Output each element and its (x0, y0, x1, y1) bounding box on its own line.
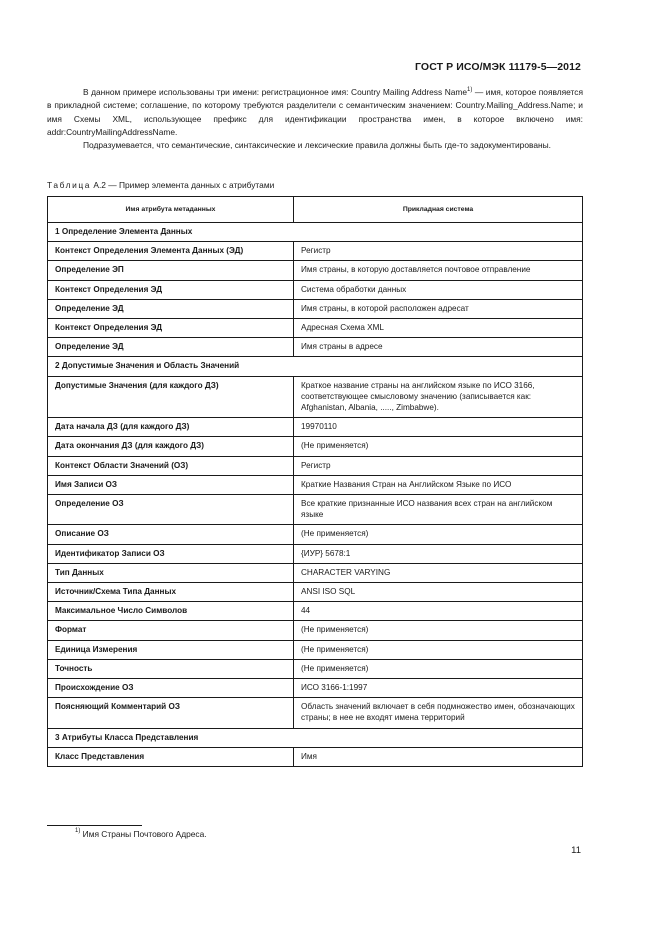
attribute-value: Краткое название страны на английском языке по ИСО 3166, соответствующее смысловому значению (записывается как: Afghanistan, Albania, ....., Zimbabwe). (294, 376, 583, 418)
attribute-value: Все краткие признанные ИСО названия всех стран на английском языке (294, 495, 583, 525)
table-section-row (48, 728, 583, 747)
attribute-name: Имя Записи ОЗ (48, 475, 294, 494)
intro-paragraph-1 (47, 84, 583, 139)
section-title: 2 Допустимые Значения и Область Значений (48, 357, 583, 376)
attribute-value: 44 (294, 602, 583, 621)
table-row (48, 456, 583, 475)
table-row (48, 418, 583, 437)
attribute-value: Имя страны в адресе (294, 338, 583, 357)
table-row (48, 640, 583, 659)
footnote-separator (47, 825, 142, 826)
intro-p1-part2: — имя, которое появляется в прикладной системе; соглашение, по которому требуются разделители с семантическим значением: Country.Mailing_Address.Name; и имя Схемы XML, использующее префикс для идентификации пространства имен, в которое включено имя: addr:CountryMailingAddressName. (47, 86, 583, 138)
attribute-name: Определение ЭД (48, 338, 294, 357)
column-header-attribute: Имя атрибута метаданных (48, 197, 294, 223)
intro-text (47, 84, 583, 153)
table-row (48, 544, 583, 563)
attribute-name: Поясняющий Комментарий ОЗ (48, 698, 294, 728)
attribute-name: Дата окончания ДЗ (для каждого ДЗ) (48, 437, 294, 456)
table-row (48, 583, 583, 602)
table-row (48, 319, 583, 338)
table-caption-prefix: Таблица (47, 180, 92, 190)
attribute-value: Регистр (294, 242, 583, 261)
attribute-name: Тип Данных (48, 563, 294, 582)
attribute-name: Источник/Схема Типа Данных (48, 583, 294, 602)
table-row (48, 437, 583, 456)
attribute-value: (Не применяется) (294, 525, 583, 544)
attribute-value: ИСО 3166-1:1997 (294, 679, 583, 698)
footnote-mark: 1) (75, 828, 81, 834)
document-header: ГОСТ Р ИСО/МЭК 11179-5—2012 (415, 61, 581, 73)
footnote-reference: 1) (467, 87, 473, 93)
section-title: 3 Атрибуты Класса Представления (48, 728, 583, 747)
column-header-application: Прикладная система (294, 197, 583, 223)
data-element-table (47, 196, 583, 767)
attribute-value: CHARACTER VARYING (294, 563, 583, 582)
intro-p1-part1: В данном примере использованы три имени: регистрационное имя: Country Mailing Address Name (83, 86, 468, 97)
table-row (48, 525, 583, 544)
attribute-value: Имя страны, в которую доставляется почтовое отправление (294, 261, 583, 280)
attribute-name: Класс Представления (48, 747, 294, 766)
attribute-name: Происхождение ОЗ (48, 679, 294, 698)
attribute-value: (Не применяется) (294, 437, 583, 456)
attribute-name: Единица Измерения (48, 640, 294, 659)
attribute-value: Краткие Названия Стран на Английском Языке по ИСО (294, 475, 583, 494)
attribute-value: {ИУР} 5678:1 (294, 544, 583, 563)
attribute-value: 19970110 (294, 418, 583, 437)
table-section-row (48, 357, 583, 376)
intro-paragraph-2: Подразумевается, что семантические, синтаксические и лексические правила должны быть где-то задокументированы. (83, 140, 551, 151)
attribute-name: Точность (48, 659, 294, 678)
table-row (48, 280, 583, 299)
footnote (75, 829, 207, 839)
attribute-value: (Не применяется) (294, 659, 583, 678)
table-row (48, 242, 583, 261)
attribute-name: Идентификатор Записи ОЗ (48, 544, 294, 563)
attribute-value: Регистр (294, 456, 583, 475)
table-row (48, 563, 583, 582)
attribute-name: Определение ЭД (48, 299, 294, 318)
table-header-row (48, 197, 583, 223)
attribute-name: Дата начала ДЗ (для каждого ДЗ) (48, 418, 294, 437)
table-row (48, 698, 583, 728)
attribute-name: Определение ЭП (48, 261, 294, 280)
table-row (48, 475, 583, 494)
attribute-value: (Не применяется) (294, 621, 583, 640)
table-row (48, 338, 583, 357)
attribute-value: Адресная Схема XML (294, 319, 583, 338)
table-row (48, 659, 583, 678)
attribute-name: Допустимые Значения (для каждого ДЗ) (48, 376, 294, 418)
attribute-name: Контекст Определения Элемента Данных (ЭД) (48, 242, 294, 261)
attribute-name: Определение ОЗ (48, 495, 294, 525)
attribute-value: Система обработки данных (294, 280, 583, 299)
table-row (48, 621, 583, 640)
attribute-name: Контекст Определения ЭД (48, 319, 294, 338)
table-caption-text: А.2 — Пример элемента данных с атрибутами (91, 180, 275, 190)
attribute-value: Область значений включает в себя подмножество имен, обозначающих страны; в нее не входят имена территорий (294, 698, 583, 728)
attribute-value: ANSI ISO SQL (294, 583, 583, 602)
table-row (48, 261, 583, 280)
table-row (48, 495, 583, 525)
attribute-name: Максимальное Число Символов (48, 602, 294, 621)
attribute-value: Имя страны, в которой расположен адресат (294, 299, 583, 318)
attribute-name: Контекст Определения ЭД (48, 280, 294, 299)
page-number: 11 (571, 845, 581, 856)
table-row (48, 747, 583, 766)
table-caption (47, 180, 274, 190)
attribute-value: Имя (294, 747, 583, 766)
table-row (48, 602, 583, 621)
table-row (48, 679, 583, 698)
footnote-text: Имя Страны Почтового Адреса. (80, 829, 207, 839)
attribute-value: (Не применяется) (294, 640, 583, 659)
attribute-name: Формат (48, 621, 294, 640)
table-row (48, 376, 583, 418)
table-section-row (48, 223, 583, 242)
attribute-name: Описание ОЗ (48, 525, 294, 544)
section-title: 1 Определение Элемента Данных (48, 223, 583, 242)
table-row (48, 299, 583, 318)
attribute-name: Контекст Области Значений (ОЗ) (48, 456, 294, 475)
